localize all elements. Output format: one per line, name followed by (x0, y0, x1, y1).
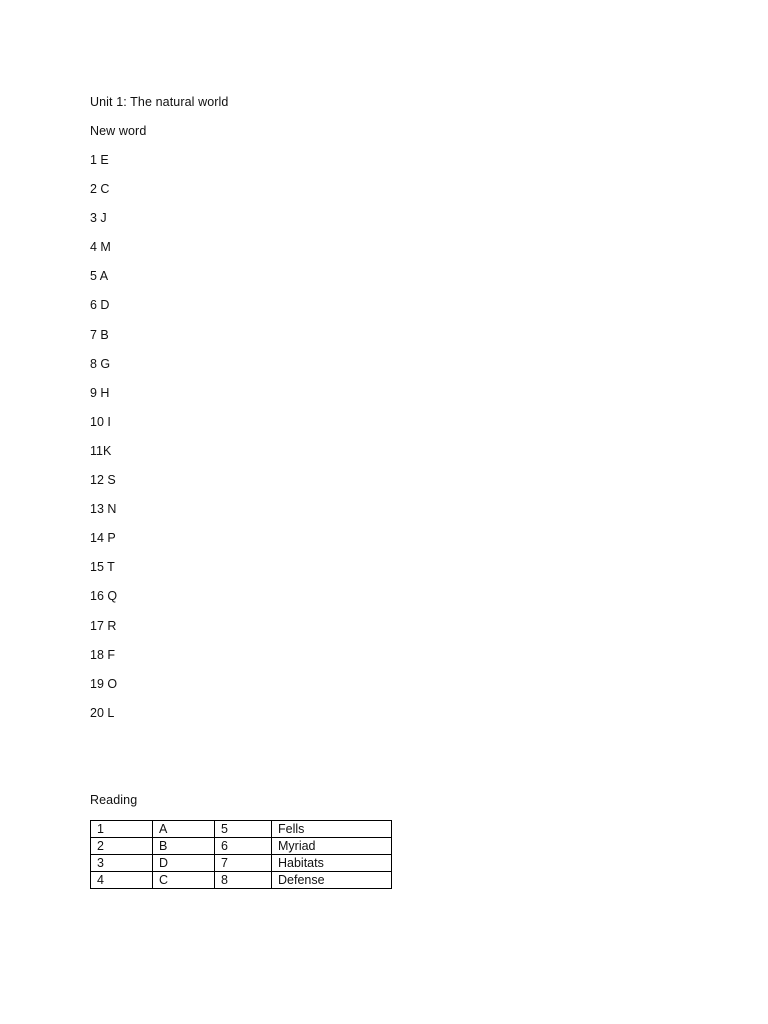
answer-item: 2 C (90, 182, 110, 197)
table-cell: 5 (215, 821, 272, 838)
new-word-answer-list (90, 152, 117, 734)
table-cell: 2 (91, 838, 153, 855)
reading-heading: Reading (90, 793, 138, 807)
answer-item: 9 H (90, 385, 110, 400)
answer-item: 11K (90, 443, 112, 458)
answer-item: 6 D (90, 298, 110, 313)
answer-item: 5 A (90, 269, 109, 284)
answer-item: 3 J (90, 211, 107, 226)
answer-item: 15 T (90, 560, 115, 575)
document-title: Unit 1: The natural world (90, 95, 229, 109)
table-row (91, 855, 392, 872)
table-cell: C (153, 872, 215, 889)
new-word-heading: New word (90, 124, 147, 138)
table-cell: 6 (215, 838, 272, 855)
answer-item: 4 M (90, 240, 111, 255)
table-cell: Habitats (272, 855, 392, 872)
table-cell: Fells (272, 821, 392, 838)
table-row (91, 821, 392, 838)
answer-item: 8 G (90, 356, 111, 371)
table-cell: Defense (272, 872, 392, 889)
table-cell: 1 (91, 821, 153, 838)
answer-item: 1 E (90, 153, 109, 167)
table-cell: 7 (215, 855, 272, 872)
answer-item: 13 N (90, 502, 117, 517)
table-cell: B (153, 838, 215, 855)
answer-item: 10 I (90, 414, 111, 429)
table-cell: 3 (91, 855, 153, 872)
table-cell: D (153, 855, 215, 872)
table-cell: 8 (215, 872, 272, 889)
table-row (91, 838, 392, 855)
answer-item: 18 F (90, 647, 116, 662)
answer-item: 16 Q (90, 589, 118, 604)
table-row (91, 872, 392, 889)
answer-item: 7 B (90, 327, 109, 342)
answer-item: 19 O (90, 676, 118, 691)
answer-item: 17 R (90, 618, 117, 633)
table-cell: A (153, 821, 215, 838)
reading-answer-table (90, 820, 392, 889)
table-cell: 4 (91, 872, 153, 889)
answer-item: 14 P (90, 531, 116, 546)
answer-item: 12 S (90, 473, 116, 488)
table-cell: Myriad (272, 838, 392, 855)
answer-item: 20 L (90, 705, 115, 720)
